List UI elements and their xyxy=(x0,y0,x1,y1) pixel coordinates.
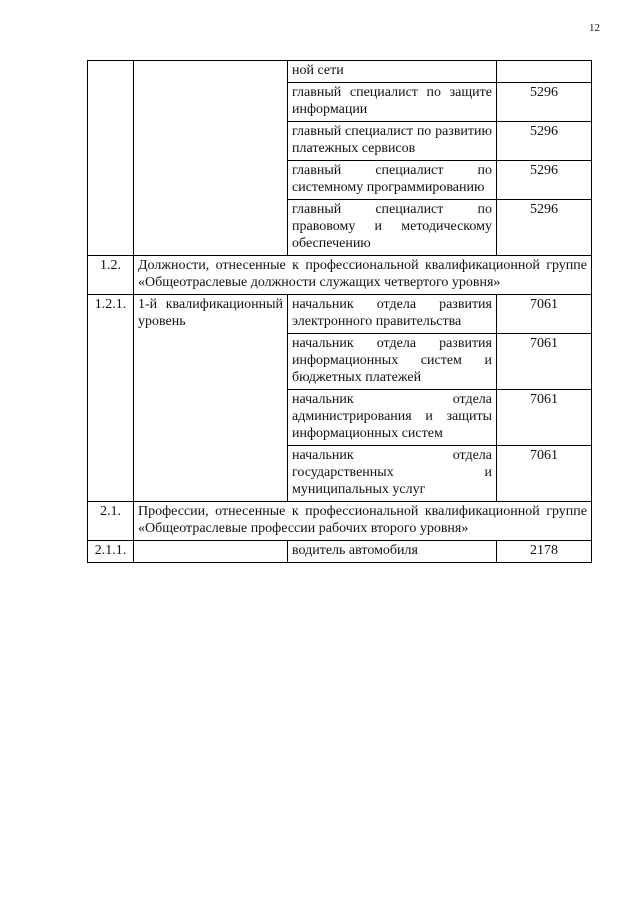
salary-cell: 5296 xyxy=(497,83,592,122)
salary-cell: 7061 xyxy=(497,295,592,334)
row-number-cell: 2.1. xyxy=(88,502,134,541)
salary-cell: 7061 xyxy=(497,334,592,390)
salary-cell: 2178 xyxy=(497,541,592,563)
group-row xyxy=(88,256,592,295)
table-row xyxy=(88,541,592,563)
salary-cell: 5296 xyxy=(497,122,592,161)
row-number-cell: 2.1.1. xyxy=(88,541,134,563)
group-row xyxy=(88,502,592,541)
position-cell: начальник отдела развития электронного правительства xyxy=(288,295,497,334)
table-row xyxy=(88,61,592,83)
qualification-level-cell: 1-й квалификационный уровень xyxy=(134,295,288,502)
position-cell: главный специалист по правовому и методическому обеспечению xyxy=(288,200,497,256)
page-number: 12 xyxy=(589,22,600,34)
qualification-level-cell xyxy=(134,61,288,256)
position-cell: ной сети xyxy=(288,61,497,83)
row-number-cell: 1.2. xyxy=(88,256,134,295)
position-cell: начальник отдела развития информационных систем и бюджетных платежей xyxy=(288,334,497,390)
salary-cell: 5296 xyxy=(497,161,592,200)
position-cell: главный специалист по защите информации xyxy=(288,83,497,122)
group-title-cell: Профессии, отнесенные к профессиональной квалификационной группе «Общеотраслевые профессии рабочих второго уровня» xyxy=(134,502,592,541)
table-row xyxy=(88,295,592,334)
salary-cell: 5296 xyxy=(497,200,592,256)
row-number-cell xyxy=(88,61,134,256)
position-cell: главный специалист по системному программированию xyxy=(288,161,497,200)
position-cell: главный специалист по развитию платежных сервисов xyxy=(288,122,497,161)
salary-table xyxy=(87,60,592,563)
position-cell: начальник отдела администрирования и защиты информационных систем xyxy=(288,390,497,446)
position-cell: водитель автомобиля xyxy=(288,541,497,563)
salary-cell: 7061 xyxy=(497,446,592,502)
salary-cell: 7061 xyxy=(497,390,592,446)
salary-cell xyxy=(497,61,592,83)
group-title-cell: Должности, отнесенные к профессиональной квалификационной группе «Общеотраслевые должности служащих четвертого уровня» xyxy=(134,256,592,295)
position-cell: начальник отдела государственных и муниципальных услуг xyxy=(288,446,497,502)
row-number-cell: 1.2.1. xyxy=(88,295,134,502)
qualification-level-cell xyxy=(134,541,288,563)
